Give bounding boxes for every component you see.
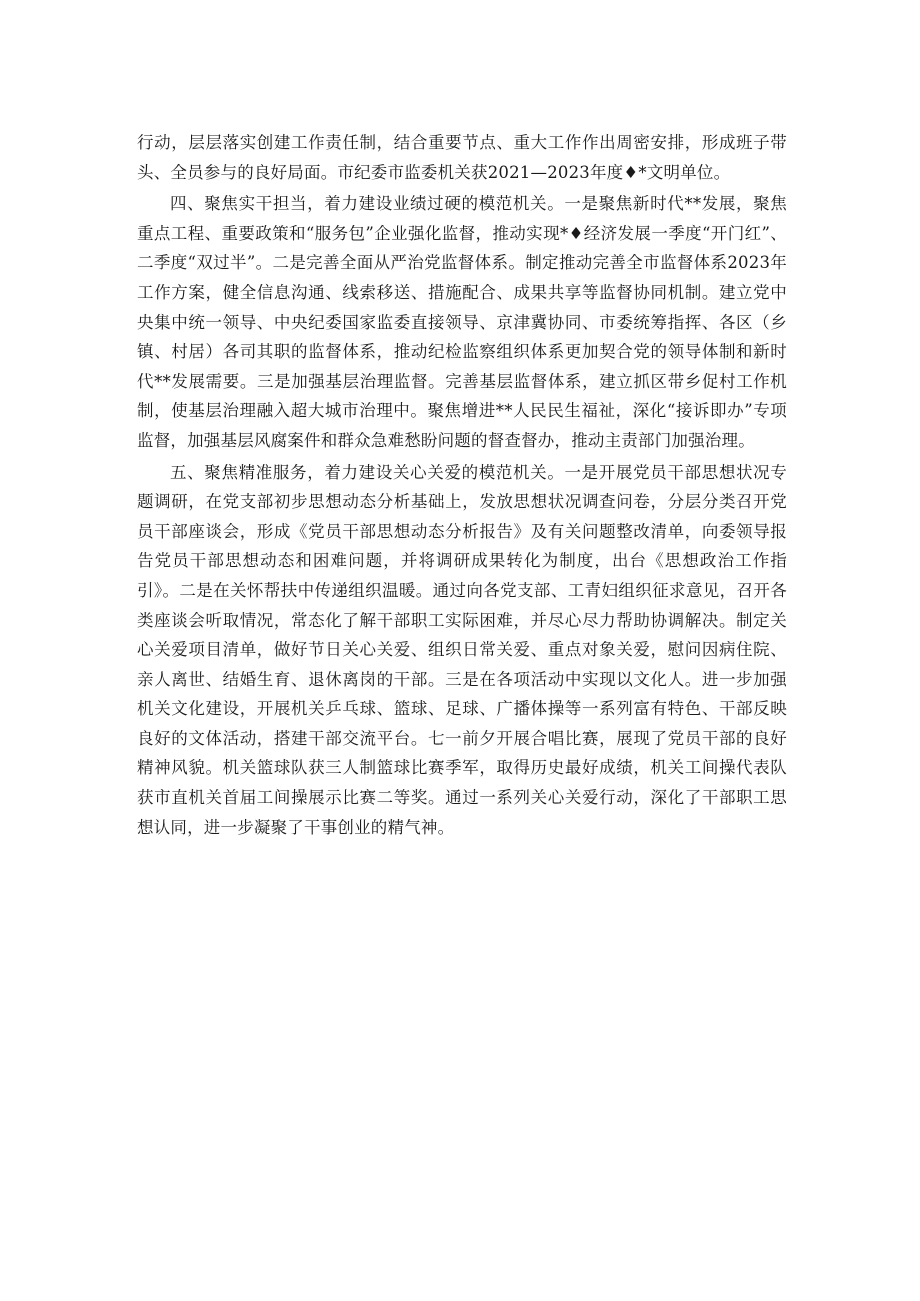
paragraph-section-five: 五、聚焦精准服务，着力建设关心关爱的模范机关。一是开展党员干部思想状况专题调研，在党支部初步思想动态分析基础上，发放思想状况调查问卷，分层分类召开党员干部座谈会，形成《党员干部思想动态分析报告》及有关问题整改清单，向委领导报告党员干部思想动态和困难问题，并将调研成果转化为制度，出台《思想政治工作指引》。二是在关怀帮扶中传递组织温暖。通过向各党支部、工青妇组织征求意见，召开各类座谈会听取情况，常态化了解干部职工实际困难，并尽心尽力帮助协调解决。制定关心关爱项目清单，做好节日关心关爱、组织日常关爱、重点对象关爱，慰问因病住院、亲人离世、结婚生育、退休离岗的干部。三是在各项活动中实现以文化人。进一步加强机关文化建设，开展机关乒乓球、篮球、足球、广播体操等一系列富有特色、干部反映良好的文体活动，搭建干部交流平台。七一前夕开展合唱比赛，展现了党员干部的良好精神风貌。机关篮球队获三人制篮球比赛季军，取得历史最好成绩，机关工间操代表队获市直机关首届工间操展示比赛二等奖。通过一系列关心关爱行动，深化了干部职工思想认同，进一步凝聚了干事创业的精气神。 <box>137 462 787 837</box>
paragraph-continuation: 行动，层层落实创建工作责任制，结合重要节点、重大工作作出周密安排，形成班子带头、全员参与的良好局面。市纪委市监委机关获2021—2023年度♦*文明单位。 <box>137 133 787 182</box>
paragraph-section-four: 四、聚焦实干担当，着力建设业绩过硬的模范机关。一是聚焦新时代**发展，聚焦重点工程、重要政策和“服务包”企业强化监督，推动实现*♦经济发展一季度“开门红”、二季度“双过半”。二是完善全面从严治党监督体系。制定推动完善全市监督体系2023年工作方案，健全信息沟通、线索移送、措施配合、成果共享等监督协同机制。建立党中央集中统一领导、中央纪委国家监委直接领导、京津冀协同、市委统筹指挥、各区（乡镇、村居）各司其职的监督体系，推动纪检监察组织体系更加契合党的领导体制和新时代**发展需要。三是加强基层治理监督。完善基层监督体系，建立抓区带乡促村工作机制，使基层治理融入超大城市治理中。聚焦增进**人民民生福祉，深化“接诉即办”专项监督，加强基层风腐案件和群众急难愁盼问题的督查督办，推动主责部门加强治理。 <box>137 194 787 450</box>
document-body <box>137 128 787 842</box>
